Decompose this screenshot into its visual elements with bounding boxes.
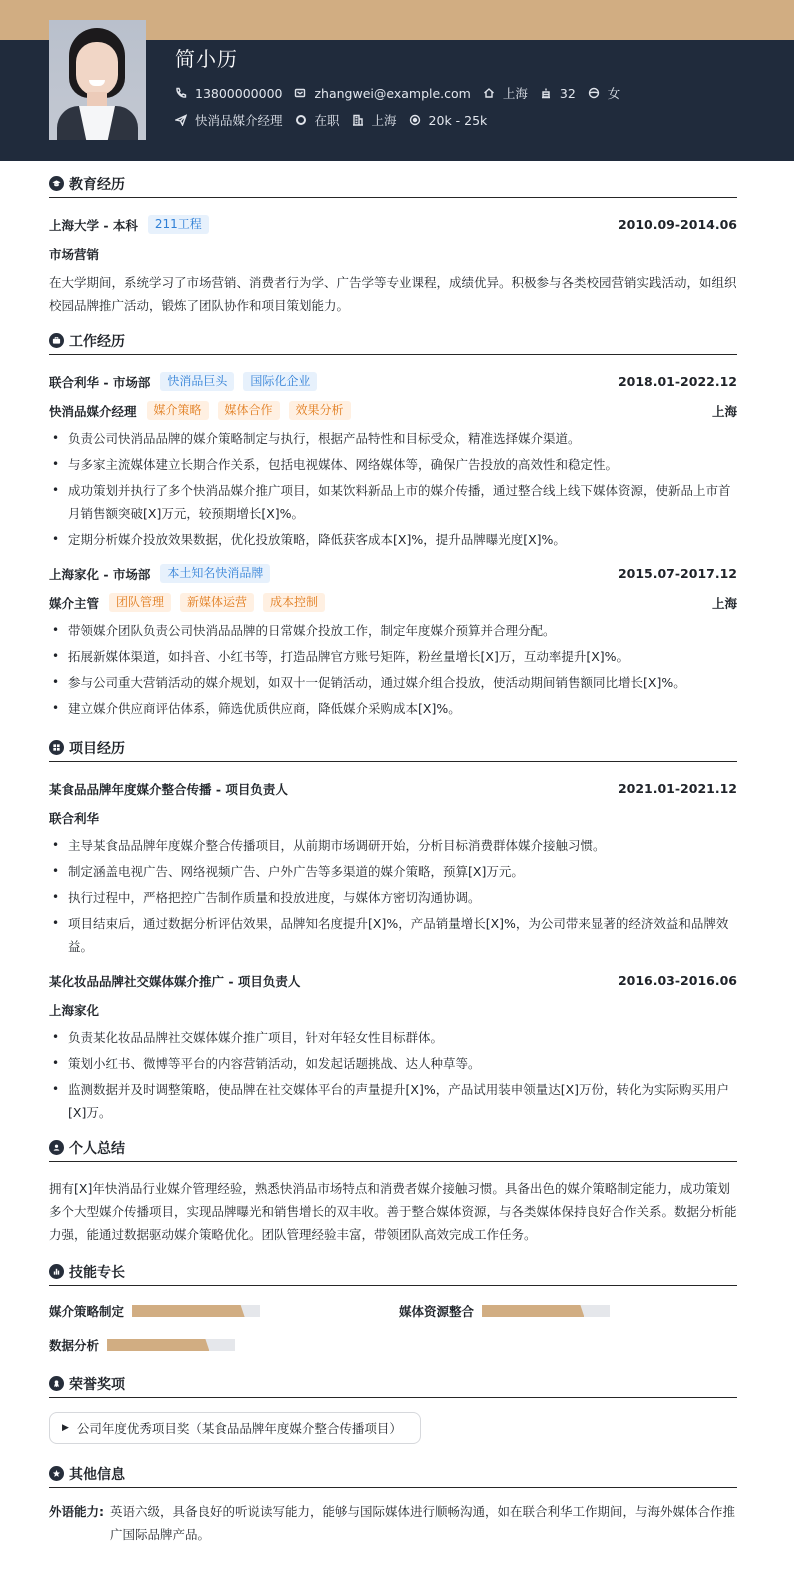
candidate-name: 简小历 [175, 47, 238, 71]
project-entry [49, 966, 737, 1124]
skill-tag: 新媒体运营 [180, 593, 254, 612]
list-item: • 执行过程中，严格把控广告制作质量和投放进度，与媒体方密切沟通协调。 [49, 886, 737, 909]
skill-label: 数据分析 [49, 1338, 100, 1353]
info-status: 在职 [295, 111, 340, 129]
position-title: 媒介主管 [49, 595, 100, 611]
info-email: zhangwei@example.com [294, 86, 470, 101]
section-title: 其他信息 [69, 1466, 125, 1483]
work-entry [49, 367, 737, 551]
section-header [49, 1258, 737, 1286]
age-icon [540, 87, 552, 99]
skill-bar-fill [107, 1339, 209, 1351]
list-item: • 监测数据并及时调整策略，使品牌在社交媒体平台的声量提升[X]%，产品试用装申领量达[X]万份，转化为实际购买用户[X]万。 [49, 1078, 737, 1124]
company-name: 上海家化 - 市场部 [49, 566, 151, 582]
graduation-cap-icon [49, 176, 64, 191]
building-icon [352, 114, 364, 126]
honor-item[interactable] [49, 1412, 421, 1444]
briefcase-icon [49, 333, 64, 348]
skill-label: 媒介策略制定 [49, 1304, 125, 1319]
other-label: 外语能力: [49, 1504, 104, 1519]
skill-tag: 成本控制 [263, 593, 325, 612]
list-item: • 定期分析媒介投放效果数据，优化投放策略，降低获客成本[X]%，提升品牌曝光度[X]%。 [49, 528, 737, 551]
section-title: 教育经历 [69, 176, 125, 193]
section-summary [49, 1134, 737, 1246]
contact-row [175, 84, 632, 102]
major: 市场营销 [49, 246, 100, 262]
project-bullets [49, 1024, 737, 1124]
work-date: 2018.01-2022.12 [617, 374, 737, 389]
list-item: • 项目结束后，通过数据分析评估效果，品牌知名度提升[X]%，产品销量增长[X]%，为公司带来显著的经济效益和品牌效益。 [49, 912, 737, 958]
company-tag: 本土知名快消品牌 [160, 564, 270, 583]
other-text: 英语六级，具备良好的听说读写能力，能够与国际媒体进行顺畅沟通，如在联合利华工作期间，与海外媒体合作推广国际品牌产品。 [110, 1504, 736, 1542]
list-item: • 制定涵盖电视广告、网络视频广告、户外广告等多渠道的媒介策略，预算[X]万元。 [49, 860, 737, 883]
skill-bar [107, 1339, 235, 1351]
section-projects [49, 734, 737, 1124]
skill-bar [482, 1305, 610, 1317]
work-location: 上海 [711, 595, 737, 611]
list-item: • 带领媒介团队负责公司快消品品牌的日常媒介投放工作，制定年度媒介预算并合理分配。 [49, 619, 737, 642]
section-title: 个人总结 [69, 1140, 125, 1157]
paper-plane-icon [175, 114, 187, 126]
star-icon [49, 1466, 64, 1481]
intent-row [175, 111, 499, 129]
section-header [49, 1370, 737, 1398]
caret-right-icon: ▶ [62, 1423, 69, 1433]
section-other [49, 1460, 737, 1546]
section-skills [49, 1258, 737, 1356]
project-name: 某化妆品品牌社交媒体媒介推广 - 项目负责人 [49, 973, 301, 989]
section-header [49, 1134, 737, 1162]
info-city: 上海 [352, 111, 397, 129]
list-item: • 参与公司重大营销活动的媒介规划，如双十一促销活动，通过媒介组合投放，使活动期间销售额同比增长[X]%。 [49, 671, 737, 694]
award-icon [49, 1376, 64, 1391]
skill-tag: 效果分析 [289, 401, 351, 420]
bar-chart-icon [49, 1264, 64, 1279]
list-item: • 建立媒介供应商评估体系，筛选优质供应商，降低媒介采购成本[X]%。 [49, 697, 737, 720]
skill-item [399, 1300, 737, 1322]
info-phone: 13800000000 [175, 86, 282, 101]
section-work [49, 327, 737, 720]
skill-item [49, 1300, 399, 1322]
project-date: 2021.01-2021.12 [617, 781, 737, 796]
skill-item [49, 1334, 399, 1356]
project-date: 2016.03-2016.06 [617, 973, 737, 988]
info-salary: 20k - 25k [409, 113, 488, 128]
resume-body [49, 170, 737, 1556]
skill-label: 媒体资源整合 [399, 1304, 475, 1319]
education-description: 在大学期间，系统学习了市场营销、消费者行为学、广告学等专业课程，成绩优异。积极参与各类校园营销实践活动，如组织校园品牌推广活动，锻炼了团队协作和项目策划能力。 [49, 275, 737, 313]
section-title: 项目经历 [69, 740, 125, 757]
list-item: • 策划小红书、微博等平台的内容营销活动，如发起话题挑战、达人种草等。 [49, 1052, 737, 1075]
section-header [49, 734, 737, 762]
company-name: 联合利华 - 市场部 [49, 374, 151, 390]
list-item: • 负责公司快消品品牌的媒介策略制定与执行，根据产品特性和目标受众，精准选择媒介渠道。 [49, 427, 737, 450]
mail-icon [294, 87, 306, 99]
info-job-intent: 快消品媒介经理 [175, 111, 283, 129]
status-icon [295, 114, 307, 126]
work-bullets [49, 617, 737, 720]
skill-tag: 团队管理 [109, 593, 171, 612]
section-header [49, 1460, 737, 1488]
avatar [49, 20, 146, 140]
section-title: 技能专长 [69, 1264, 125, 1281]
work-date: 2015.07-2017.12 [617, 566, 737, 581]
skill-bar-fill [482, 1305, 584, 1317]
project-company: 联合利华 [49, 810, 100, 826]
project-bullets [49, 832, 737, 958]
project-entry [49, 774, 737, 958]
list-item: • 拓展新媒体渠道，如抖音、小红书等，打造品牌官方账号矩阵，粉丝量增长[X]万，互动率提升[X]%。 [49, 645, 737, 668]
other-item [49, 1494, 737, 1546]
home-icon [483, 87, 495, 99]
section-honors [49, 1370, 737, 1444]
list-item: • 主导某食品品牌年度媒介整合传播项目，从前期市场调研开始，分析目标消费群体媒介接触习惯。 [49, 834, 737, 857]
grid-icon [49, 740, 64, 755]
company-tag: 国际化企业 [243, 372, 317, 391]
skill-bar [132, 1305, 260, 1317]
company-tag: 快消品巨头 [160, 372, 234, 391]
section-title: 工作经历 [69, 333, 125, 350]
summary-text: 拥有[X]年快消品行业媒介管理经验，熟悉快消品市场特点和消费者媒介接触习惯。具备出色的媒介策略制定能力，成功策划多个大型媒介传播项目，实现品牌曝光和销售增长的双丰收。善于整合媒体资源，与各类媒体保持良好合作关系。数据分析能力强，能通过数据驱动媒介策略优化。团队管理经验丰富，带领团队高效完成工作任务。 [49, 1181, 737, 1242]
work-location: 上海 [711, 403, 737, 419]
info-gender: 女 [588, 84, 621, 102]
skill-bar-fill [132, 1305, 245, 1317]
list-item: • 成功策划并执行了多个快消品媒介推广项目，如某饮料新品上市的媒介传播，通过整合线上线下媒体资源，使新品上市首月销售额突破[X]万元，较预期增长[X]%。 [49, 479, 737, 525]
position-title: 快消品媒介经理 [49, 403, 137, 419]
education-date: 2010.09-2014.06 [617, 217, 737, 232]
gender-icon [588, 87, 600, 99]
school-name: 上海大学 - 本科 [49, 217, 138, 233]
project-company: 上海家化 [49, 1002, 100, 1018]
section-education [49, 170, 737, 317]
list-item: • 负责某化妆品品牌社交媒体媒介推广项目，针对年轻女性目标群体。 [49, 1026, 737, 1049]
project-name: 某食品品牌年度媒介整合传播 - 项目负责人 [49, 781, 288, 797]
honor-text: 公司年度优秀项目奖（某食品品牌年度媒介整合传播项目） [76, 1421, 402, 1436]
skill-tag: 媒体合作 [218, 401, 280, 420]
phone-icon [175, 87, 187, 99]
info-age: 32 [540, 86, 576, 101]
work-entry [49, 559, 737, 720]
section-header [49, 327, 737, 355]
school-tag: 211工程 [148, 215, 209, 234]
salary-icon [409, 114, 421, 126]
user-icon [49, 1140, 64, 1155]
info-home: 上海 [483, 84, 528, 102]
work-bullets [49, 425, 737, 551]
skills-grid [49, 1298, 737, 1356]
education-entry [49, 210, 737, 317]
skill-tag: 媒介策略 [147, 401, 209, 420]
section-header [49, 170, 737, 198]
list-item: • 与多家主流媒体建立长期合作关系，包括电视媒体、网络媒体等，确保广告投放的高效性和稳定性。 [49, 453, 737, 476]
section-title: 荣誉奖项 [69, 1376, 125, 1393]
